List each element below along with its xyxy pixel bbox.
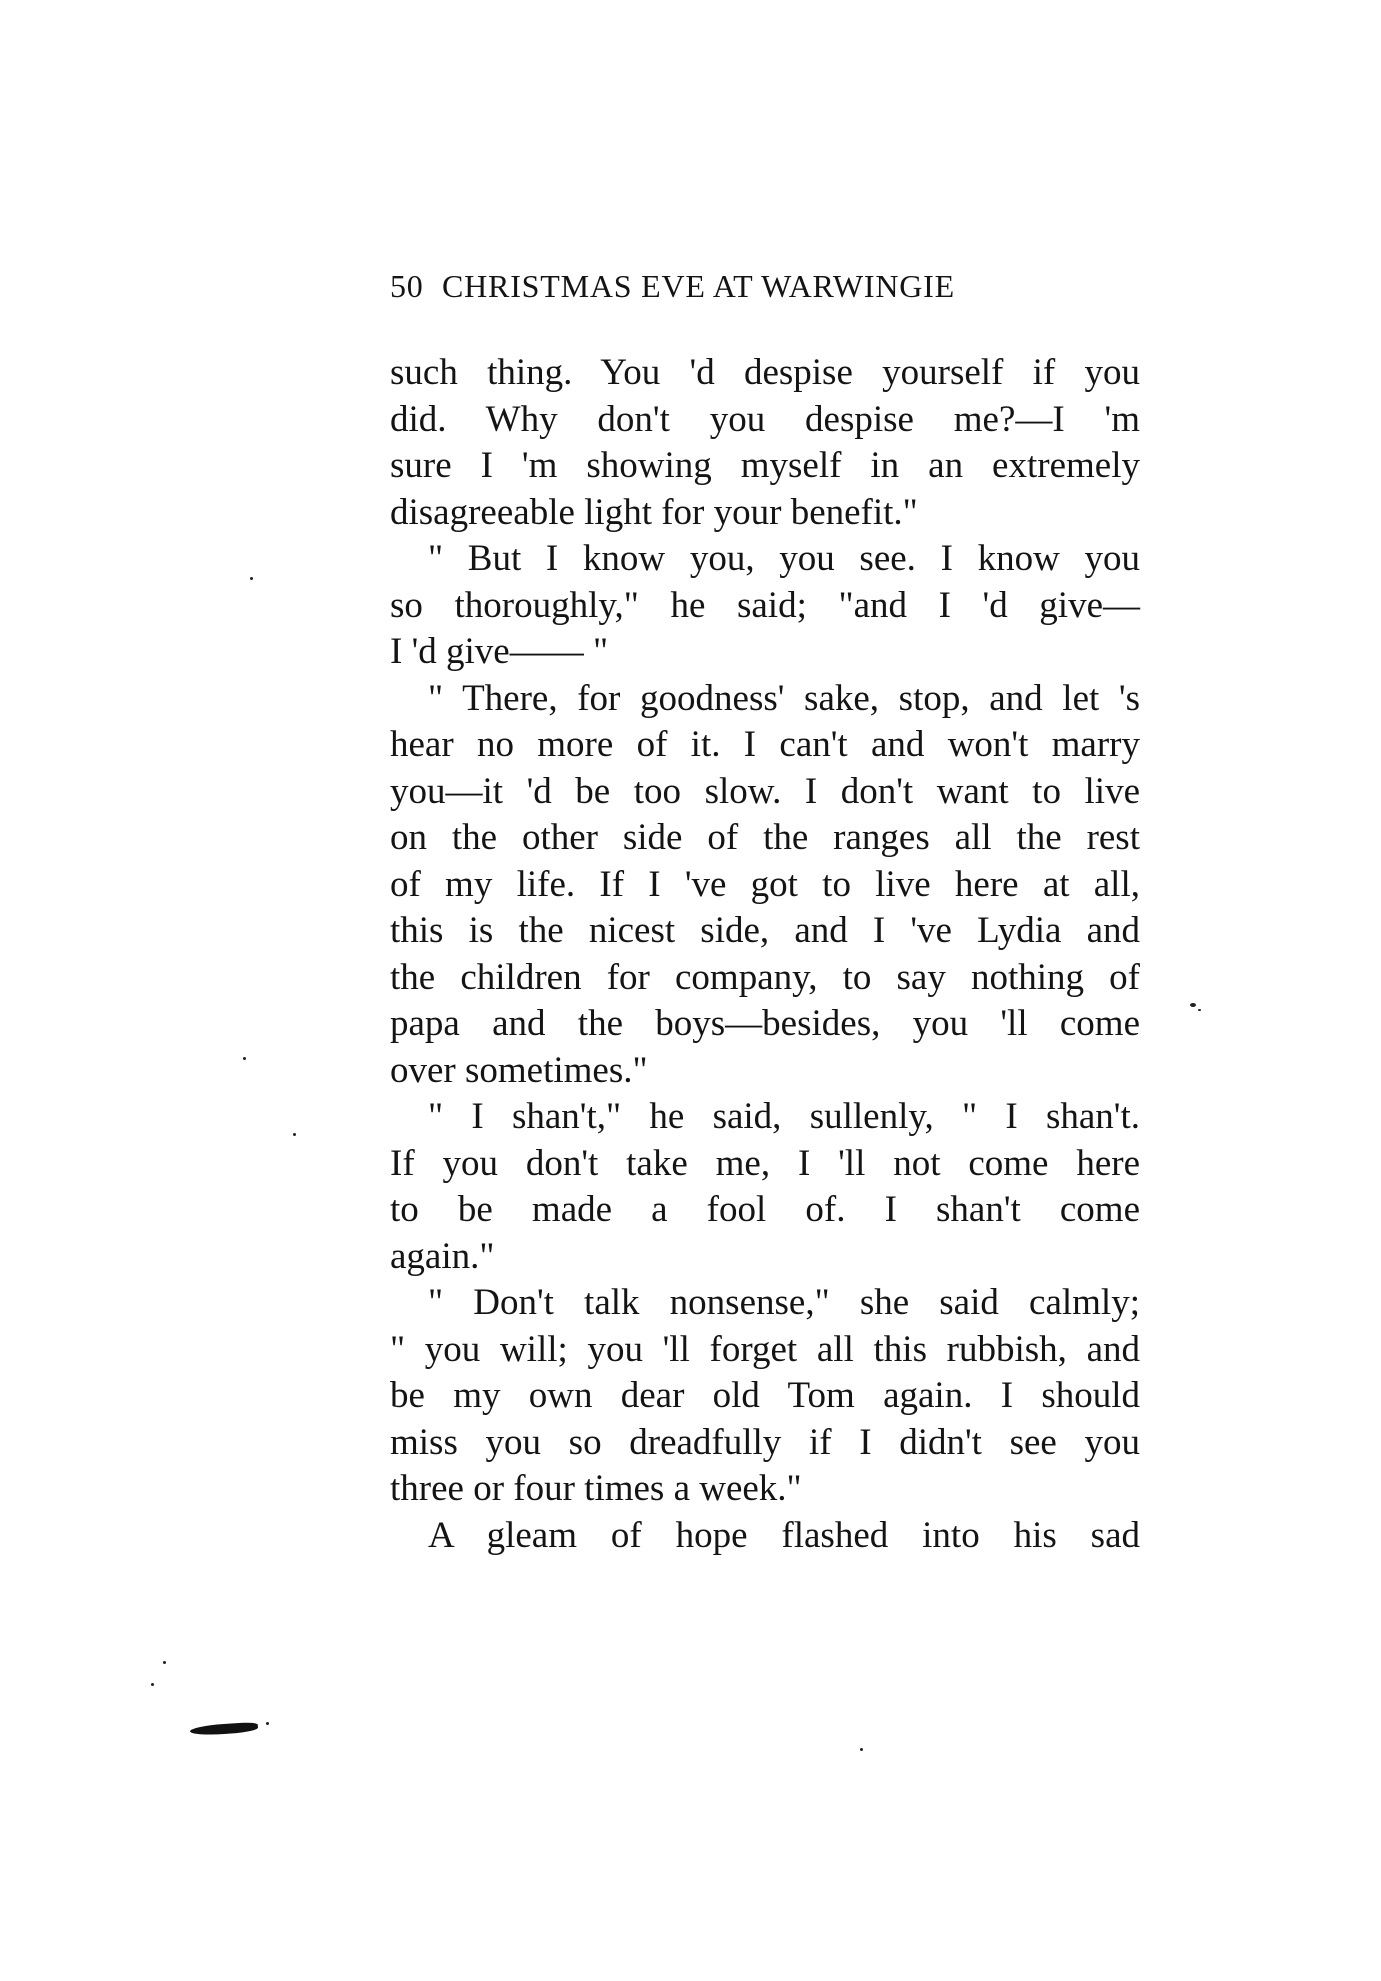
text-line: over sometimes." bbox=[390, 1049, 648, 1091]
scan-speck bbox=[1190, 1003, 1196, 1007]
text-line: A gleam of hope flashed into his sad bbox=[428, 1514, 1140, 1556]
scan-speck bbox=[293, 1133, 296, 1136]
text-line: hear no more of it. I can't and won't marry bbox=[390, 724, 1140, 765]
text-line: this is the nicest side, and I 've Lydia and bbox=[390, 910, 1140, 951]
text-line: " But I know you, you see. I know you bbox=[428, 538, 1140, 579]
body-text bbox=[390, 350, 1140, 1559]
text-line: miss you so dreadfully if I didn't see you bbox=[390, 1421, 1140, 1463]
text-line: If you don't take me, I 'll not come here bbox=[390, 1142, 1140, 1184]
text-line: did. Why don't you despise me?—I 'm bbox=[390, 398, 1140, 440]
text-line: " I shan't," he said, sullenly, " I shan't. bbox=[428, 1096, 1140, 1137]
text-line: the children for company, to say nothing of bbox=[390, 956, 1140, 998]
text-line: " There, for goodness' sake, stop, and let 's bbox=[428, 677, 1140, 719]
scan-speck bbox=[163, 1661, 166, 1664]
text-line: three or four times a week." bbox=[390, 1468, 802, 1509]
text-line: again." bbox=[390, 1235, 495, 1277]
text-line: papa and the boys—besides, you 'll come bbox=[390, 1003, 1140, 1044]
text-line: " Don't talk nonsense," she said calmly; bbox=[428, 1282, 1140, 1323]
text-line: to be made a fool of. I shan't come bbox=[390, 1189, 1140, 1230]
scan-smudge bbox=[190, 1722, 259, 1737]
running-head bbox=[390, 268, 1150, 305]
text-line: sure I 'm showing myself in an extremely bbox=[390, 445, 1140, 486]
scan-speck bbox=[266, 1722, 269, 1725]
text-line: of my life. If I 've got to live here at all, bbox=[390, 863, 1140, 905]
text-line: such thing. You 'd despise yourself if you bbox=[390, 352, 1140, 393]
text-line: so thoroughly," he said; "and I 'd give— bbox=[390, 584, 1140, 626]
scan-speck bbox=[151, 1683, 154, 1686]
text-line: you—it 'd be too slow. I don't want to live bbox=[390, 770, 1140, 812]
page-number: 50 bbox=[390, 268, 424, 304]
scan-speck bbox=[243, 1057, 246, 1060]
scan-speck bbox=[860, 1748, 863, 1751]
scan-speck bbox=[1198, 1009, 1201, 1011]
text-line: on the other side of the ranges all the rest bbox=[390, 817, 1140, 858]
running-title: CHRISTMAS EVE AT WARWINGIE bbox=[442, 268, 955, 304]
text-line: disagreeable light for your benefit." bbox=[390, 491, 918, 533]
text-line: " you will; you 'll forget all this rubbish, and bbox=[390, 1328, 1140, 1370]
text-line: I 'd give—— " bbox=[390, 631, 609, 672]
scan-speck bbox=[250, 577, 253, 580]
text-line: be my own dear old Tom again. I should bbox=[390, 1375, 1140, 1416]
